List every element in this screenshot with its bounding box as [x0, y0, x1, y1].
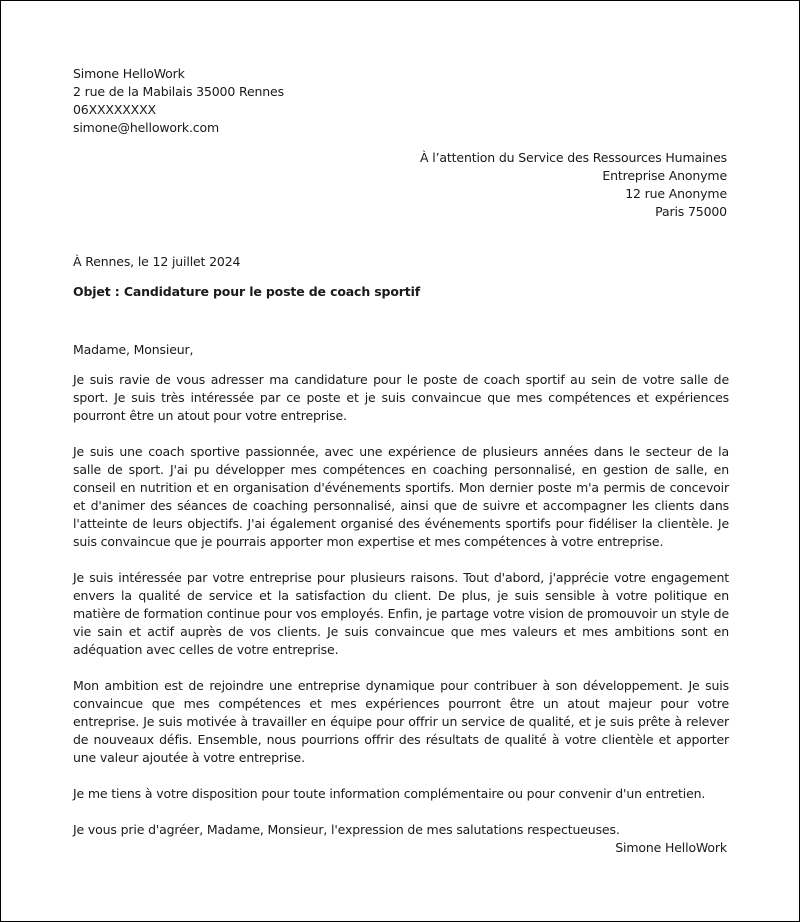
paragraph-experience: Je suis une coach sportive passionnée, avec une expérience de plusieurs années dans le secteur de la salle de sport. J'ai pu développer mes compétences en coaching personnalisé, en gestion de salle, en conseil en nutrition et en organisation d'événements sportifs. Mon dernier poste m'a permis de concevoir et d'animer des séances de coaching personnalisé, ainsi que de suivre et accompagner les clients dans l'atteinte de leurs objectifs. J'ai également organisé des événements sportifs pour fidéliser la clientèle. Je suis convaincue que je pourrais apporter mon expertise et mes compétences à votre entreprise. [73, 444, 729, 549]
recipient-block [420, 149, 727, 221]
recipient-company: Entreprise Anonyme [602, 168, 727, 183]
letter-body [73, 371, 729, 839]
recipient-city: Paris 75000 [655, 204, 727, 219]
signature: Simone HelloWork [615, 840, 727, 855]
subject-line: Objet : Candidature pour le poste de coach sportif [73, 284, 421, 299]
sender-phone: 06XXXXXXXX [73, 102, 156, 117]
recipient-street: 12 rue Anonyme [625, 186, 727, 201]
paragraph-ambition: Mon ambition est de rejoindre une entreprise dynamique pour contribuer à son développement. Je suis convaincue que mes compétences et mes expériences pourront être un atout majeur pour votre entreprise. Je suis motivée à travailler en équipe pour offrir un service de qualité, et je suis prête à relever de nouveaux défis. Ensemble, nous pourrions offrir des résultats de qualité à votre clientèle et apporter une valeur ajoutée à votre entreprise. [73, 678, 729, 765]
recipient-attention: À l’attention du Service des Ressources Humaines [420, 150, 727, 165]
sender-block [73, 65, 284, 137]
salutation: Madame, Monsieur, [73, 342, 194, 357]
date-line: À Rennes, le 12 juillet 2024 [73, 254, 241, 269]
closing-formula: Je vous prie d'agréer, Madame, Monsieur, l'expression de mes salutations respectueuses. [73, 822, 620, 837]
paragraph-motivation: Je suis intéressée par votre entreprise pour plusieurs raisons. Tout d'abord, j'apprécie votre engagement envers la qualité de service et la satisfaction du client. De plus, je suis sensible à votre politique en matière de formation continue pour vos employés. Enfin, je partage votre vision de promouvoir un style de vie sain et actif auprès de vos clients. Je suis convaincue que mes valeurs et mes ambitions sont en adéquation avec celles de votre entreprise. [73, 570, 729, 657]
sender-email: simone@hellowork.com [73, 120, 220, 135]
sender-address: 2 rue de la Mabilais 35000 Rennes [73, 84, 284, 99]
paragraph-availability: Je me tiens à votre disposition pour toute information complémentaire ou pour convenir d'un entretien. [73, 786, 706, 801]
sender-name: Simone HelloWork [73, 66, 185, 81]
paragraph-intro: Je suis ravie de vous adresser ma candidature pour le poste de coach sportif au sein de votre salle de sport. Je suis très intéressée par ce poste et je suis convaincue que mes compétences et expériences pourront être un atout pour votre entreprise. [73, 372, 729, 423]
